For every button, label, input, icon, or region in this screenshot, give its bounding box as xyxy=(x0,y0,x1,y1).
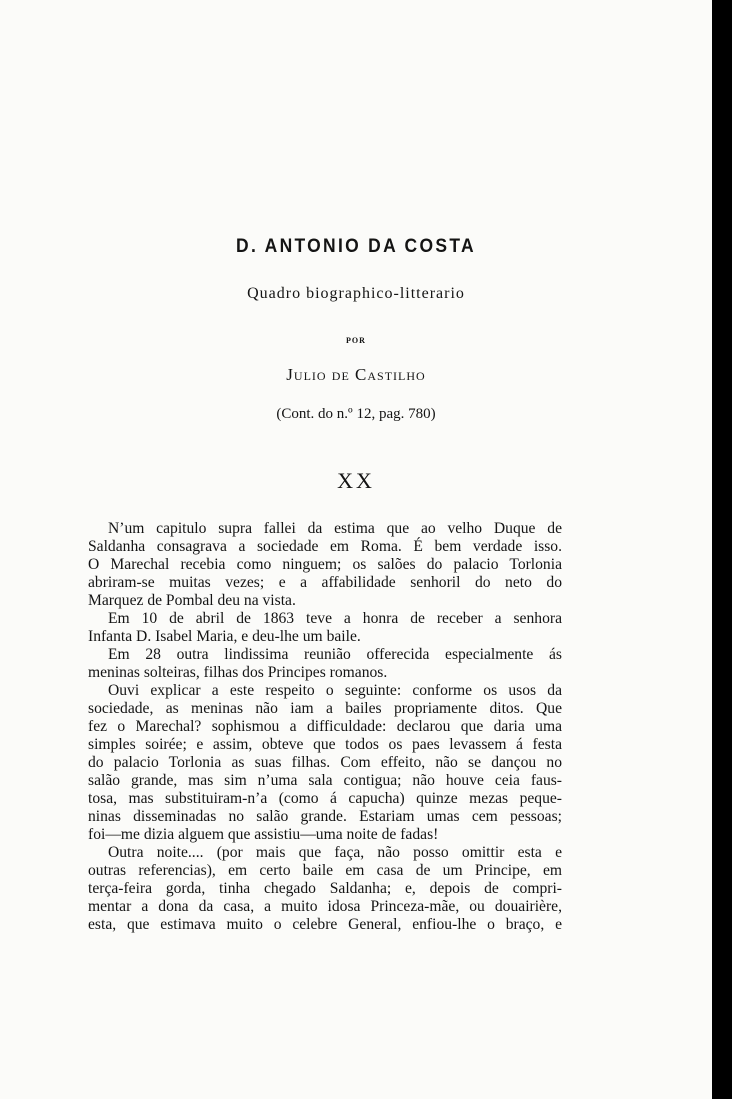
paragraph-2 xyxy=(88,610,562,646)
text-line: tosa, mas substituiram-n’a (como á capucha) quinze mezas peque- xyxy=(88,790,562,807)
article-subtitle: Quadro biographico-litterario xyxy=(247,285,465,302)
text-line: Marquez de Pombal deu na vista. xyxy=(88,592,296,609)
text-line: Saldanha consagrava a sociedade em Roma. É bem verdade isso. xyxy=(88,538,562,555)
text-line: meninas solteiras, filhas dos Principes romanos. xyxy=(88,664,388,681)
text-line: terça-feira gorda, tinha chegado Saldanha; e, depois de compri- xyxy=(88,880,562,897)
text-line: do palacio Torlonia as suas filhas. Com effeito, não se dançou no xyxy=(88,754,562,771)
paragraph-1 xyxy=(88,520,562,610)
text-line: mentar a dona da casa, a muito idosa Princeza-mãe, ou douairière, xyxy=(88,898,562,915)
text-line: outras referencias), em certo baile em casa de um Principe, em xyxy=(88,862,562,879)
scan-border xyxy=(712,0,732,1099)
text-line: simples soirée; e assim, obteve que todos os paes levassem á festa xyxy=(88,736,562,753)
article-title: D. ANTONIO DA COSTA xyxy=(236,236,476,257)
text-line: Ouvi explicar a este respeito o seguinte: conforme os usos da xyxy=(108,682,562,699)
paragraph-5 xyxy=(88,844,562,934)
text-line: Em 10 de abril de 1863 teve a honra de receber a senhora xyxy=(108,610,562,627)
text-line: salão grande, mas sim n’uma sala contigua; não houve ceia faus- xyxy=(88,772,562,789)
author-name: Julio de Castilho xyxy=(286,365,426,384)
paragraph-4 xyxy=(88,682,562,844)
text-line: Outra noite.... (por mais que faça, não posso omittir esta e xyxy=(108,844,562,861)
text-line: abriram-se muitas vezes; e a affabilidade senhoril do neto do xyxy=(88,574,562,591)
text-line: fez o Marechal? sophismou a difficuldade: declarou que daria uma xyxy=(88,718,562,735)
text-line: esta, que estimava muito o celebre General, enfiou-lhe o braço, e xyxy=(88,916,562,933)
paragraph-3 xyxy=(88,646,562,682)
text-line: foi—me dizia alguem que assistiu—uma noite de fadas! xyxy=(88,826,439,843)
text-line: N’um capitulo supra fallei da estima que ao velho Duque de xyxy=(108,520,562,537)
text-line: sociedade, as meninas não iam a bailes propriamente ditos. Que xyxy=(88,700,562,717)
text-line: Em 28 outra lindissima reunião offerecida especialmente ás xyxy=(108,646,562,663)
text-line: ninas disseminadas no salão grande. Estariam umas cem pessoas; xyxy=(88,808,562,825)
byline-por: POR xyxy=(346,336,366,345)
continuation-note: (Cont. do n.º 12, pag. 780) xyxy=(276,406,436,422)
body-text xyxy=(88,520,562,934)
text-line: O Marechal recebia como ninguem; os salões do palacio Torlonia xyxy=(88,556,562,573)
text-line: Infanta D. Isabel Maria, e deu-lhe um baile. xyxy=(88,628,361,645)
chapter-heading: XX xyxy=(337,468,375,493)
